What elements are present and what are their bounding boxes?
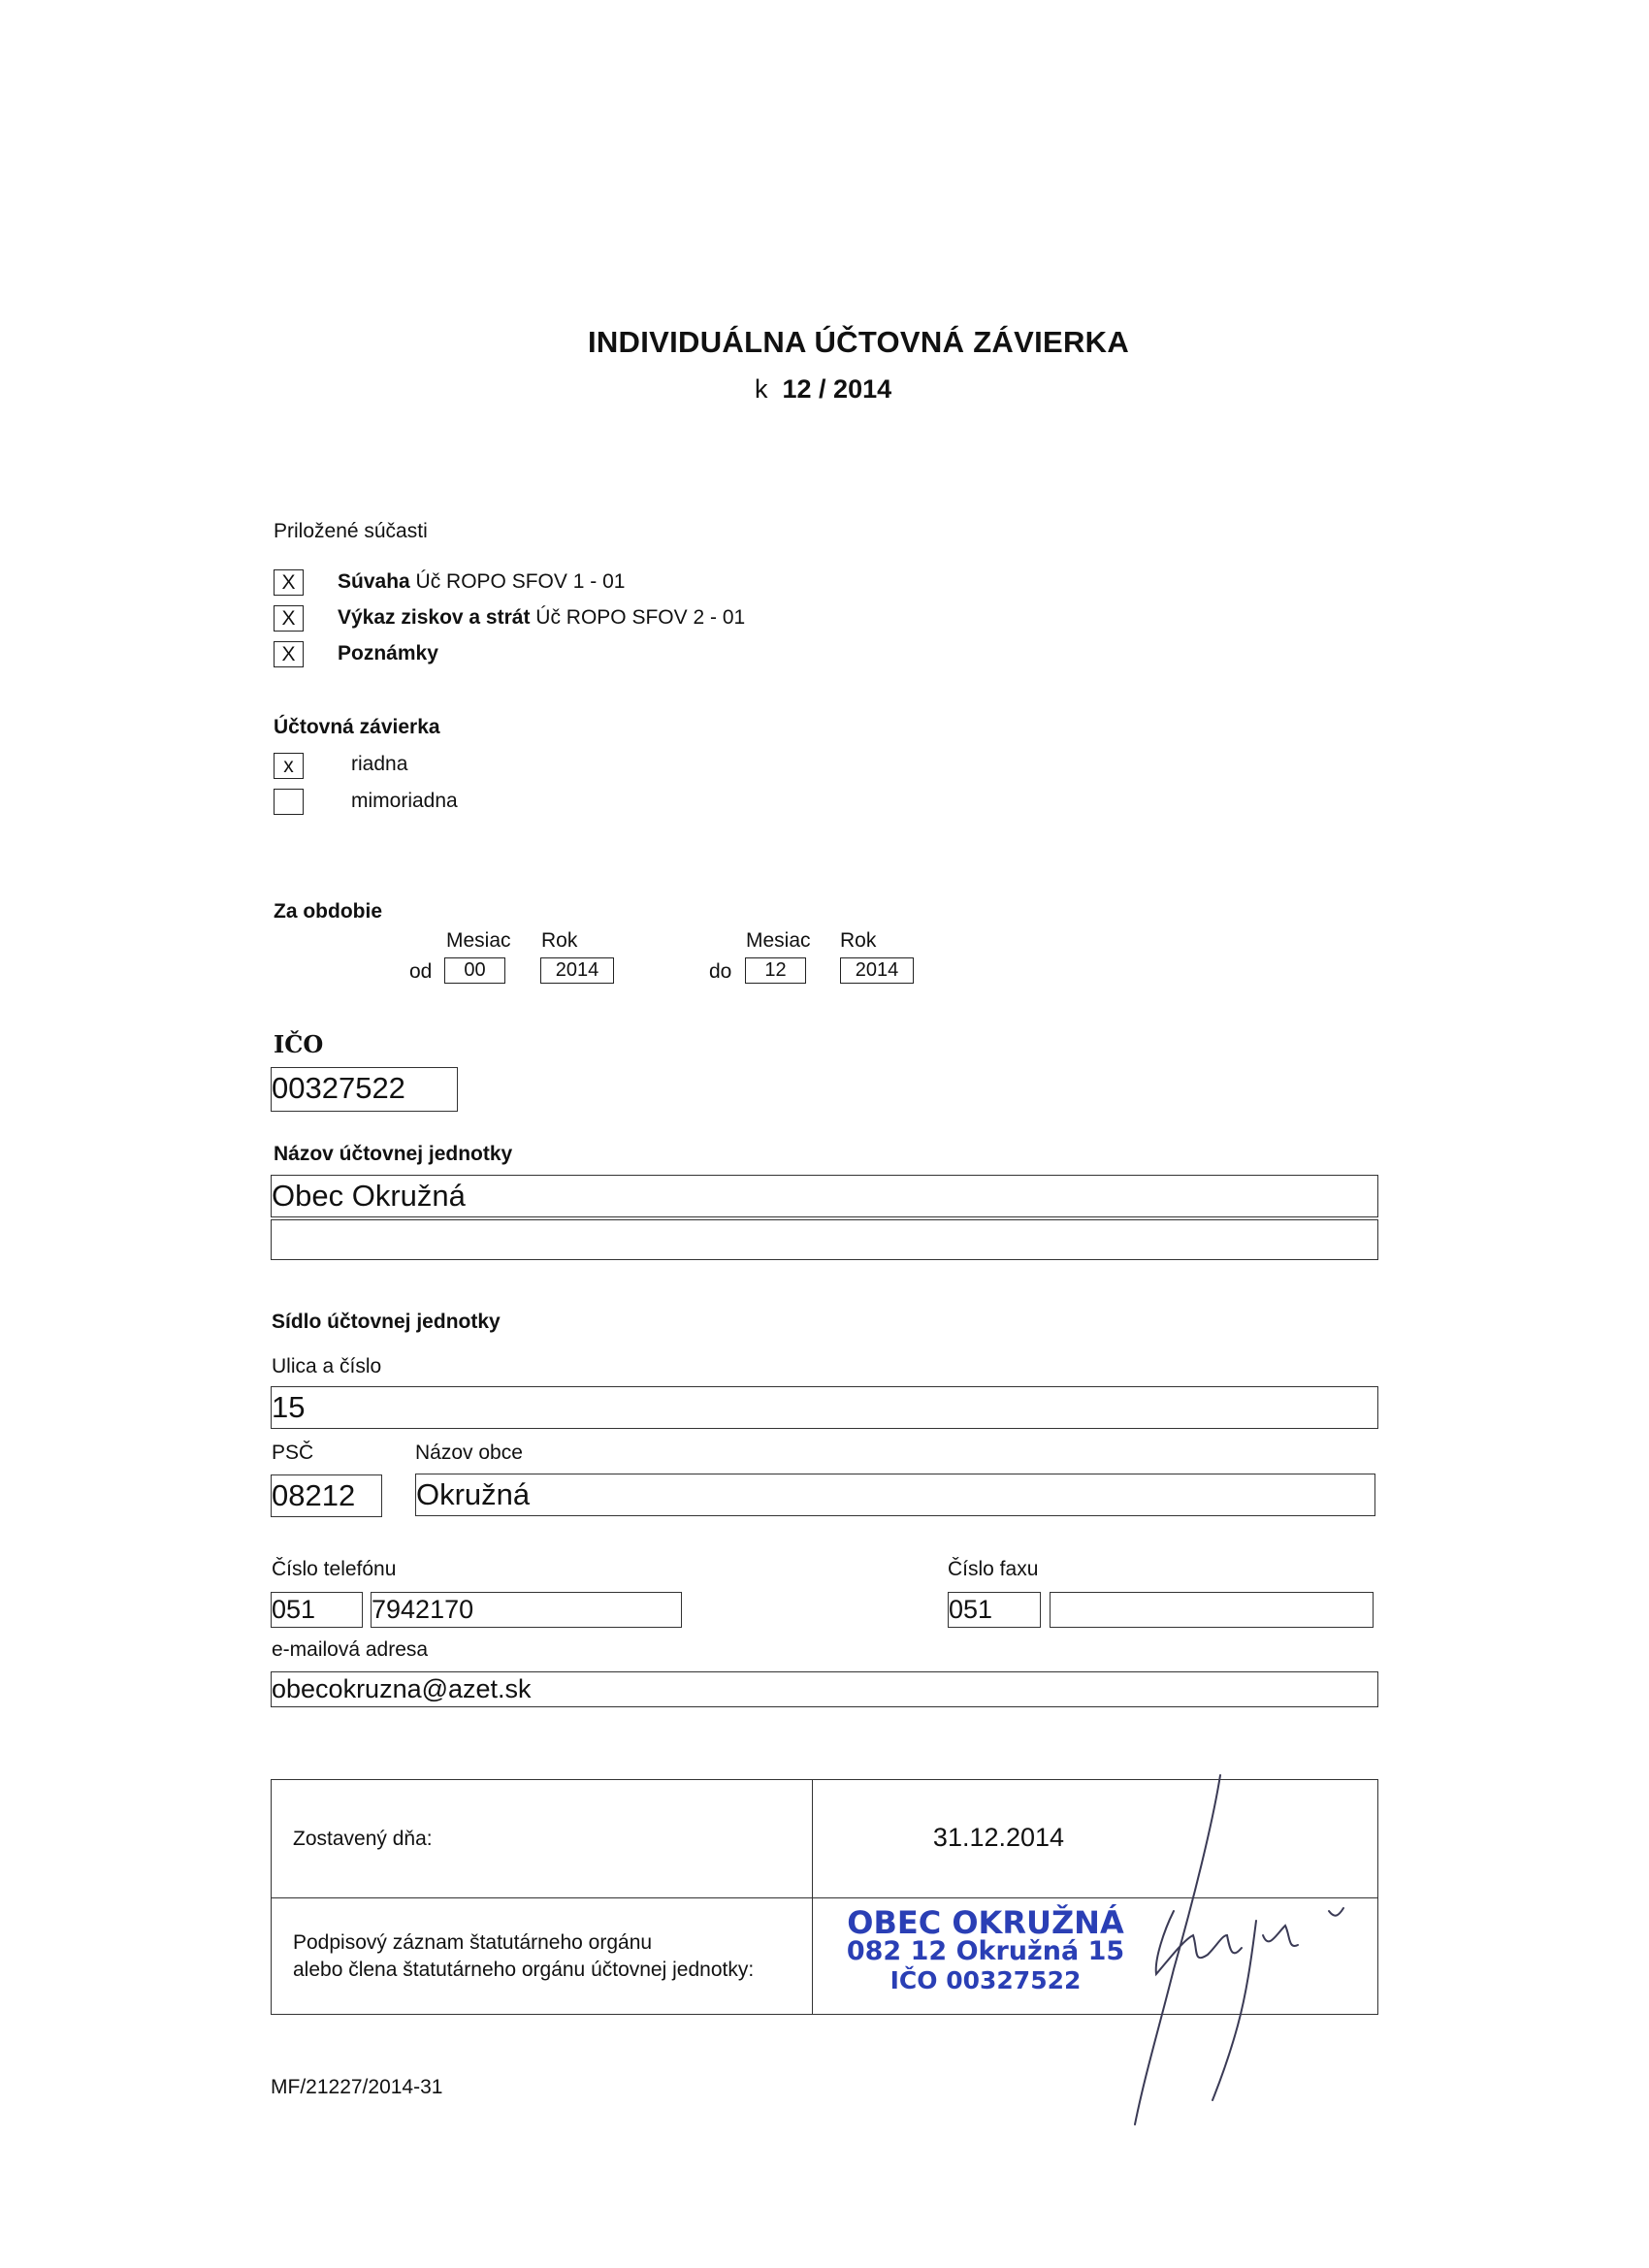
attachment-checkbox-suvaha[interactable]: X xyxy=(274,569,304,596)
document-period xyxy=(755,374,891,405)
attachments-heading: Priložené súčasti xyxy=(274,520,428,542)
form-code: MF/21227/2014-31 xyxy=(271,2076,443,2098)
unit-name-field-line2[interactable] xyxy=(271,1219,1378,1260)
city-label: Názov obce xyxy=(415,1442,523,1464)
psc-label: PSČ xyxy=(272,1442,314,1464)
phone-prefix-field[interactable]: 051 xyxy=(271,1592,363,1628)
city-field[interactable]: Okružná xyxy=(415,1474,1375,1516)
to-year-label: Rok xyxy=(840,929,877,952)
period-prefix: k xyxy=(755,374,768,404)
ico-label: IČO xyxy=(274,1030,324,1058)
attachment-label-vykaz xyxy=(338,606,745,630)
attachment-label-poznamky xyxy=(338,642,438,665)
to-month-label: Mesiac xyxy=(746,929,811,952)
email-field[interactable]: obecokruzna@azet.sk xyxy=(271,1671,1378,1707)
closing-type-checkbox-mimoriadna[interactable] xyxy=(274,789,304,815)
attachment-detail: Úč ROPO SFOV 1 - 01 xyxy=(415,570,626,593)
street-label: Ulica a číslo xyxy=(272,1355,382,1377)
to-month-field[interactable]: 12 xyxy=(745,957,806,984)
to-year-field[interactable]: 2014 xyxy=(840,957,914,984)
stamp-line2: 082 12 Okružná 15 xyxy=(846,1936,1125,1966)
signature-label-cell xyxy=(272,1898,813,2015)
closing-type-label-mimoriadna: mimoriadna xyxy=(351,790,458,812)
closing-type-label-riadna: riadna xyxy=(351,753,408,775)
from-year-label: Rok xyxy=(541,929,578,952)
date-label-cell xyxy=(272,1780,813,1898)
closing-type-heading: Účtovná závierka xyxy=(274,716,440,738)
email-label: e-mailová adresa xyxy=(272,1638,429,1661)
seat-heading: Sídlo účtovnej jednotky xyxy=(272,1311,501,1333)
unit-name-field-line1[interactable]: Obec Okružná xyxy=(271,1175,1378,1217)
document-title: INDIVIDUÁLNA ÚČTOVNÁ ZÁVIERKA xyxy=(587,325,1130,359)
to-label: do xyxy=(709,960,732,983)
from-month-field[interactable]: 00 xyxy=(444,957,505,984)
from-label: od xyxy=(409,960,433,983)
attachment-checkbox-vykaz[interactable]: X xyxy=(274,605,304,632)
period-value: 12 / 2014 xyxy=(782,374,892,404)
handwritten-signature xyxy=(1048,1766,1358,2134)
attachment-checkbox-poznamky[interactable]: X xyxy=(274,641,304,667)
date-label: Zostavený dňa: xyxy=(293,1827,433,1850)
phone-number-field[interactable]: 7942170 xyxy=(371,1592,682,1628)
stamp-line3: IČO 00327522 xyxy=(889,1966,1082,1994)
attachment-name: Výkaz ziskov a strát xyxy=(338,606,531,629)
fax-number-field[interactable] xyxy=(1050,1592,1374,1628)
signature-label-line2: alebo člena štatutárneho orgánu účtovnej jednotky: xyxy=(293,1958,755,1981)
attachment-detail: Úč ROPO SFOV 2 - 01 xyxy=(535,606,746,629)
psc-field[interactable]: 08212 xyxy=(271,1474,382,1517)
signature-label-line1: Podpisový záznam štatutárneho orgánu xyxy=(293,1930,653,1954)
period-heading: Za obdobie xyxy=(274,900,382,923)
street-field[interactable]: 15 xyxy=(271,1386,1378,1429)
fax-label: Číslo faxu xyxy=(948,1558,1039,1580)
attachment-name: Súvaha xyxy=(338,570,410,593)
attachment-label-suvaha xyxy=(338,570,625,594)
from-year-field[interactable]: 2014 xyxy=(540,957,614,984)
closing-type-checkbox-riadna[interactable]: x xyxy=(274,753,304,779)
from-month-label: Mesiac xyxy=(446,929,511,952)
unit-name-label: Názov účtovnej jednotky xyxy=(274,1143,513,1165)
date-value: 31.12.2014 xyxy=(932,1823,1065,1852)
stamp-line1: OBEC OKRUŽNÁ xyxy=(847,1904,1124,1941)
fax-prefix-field[interactable]: 051 xyxy=(948,1592,1041,1628)
ico-field[interactable]: 00327522 xyxy=(271,1067,458,1112)
phone-label: Číslo telefónu xyxy=(272,1558,397,1580)
attachment-name: Poznámky xyxy=(338,642,438,664)
